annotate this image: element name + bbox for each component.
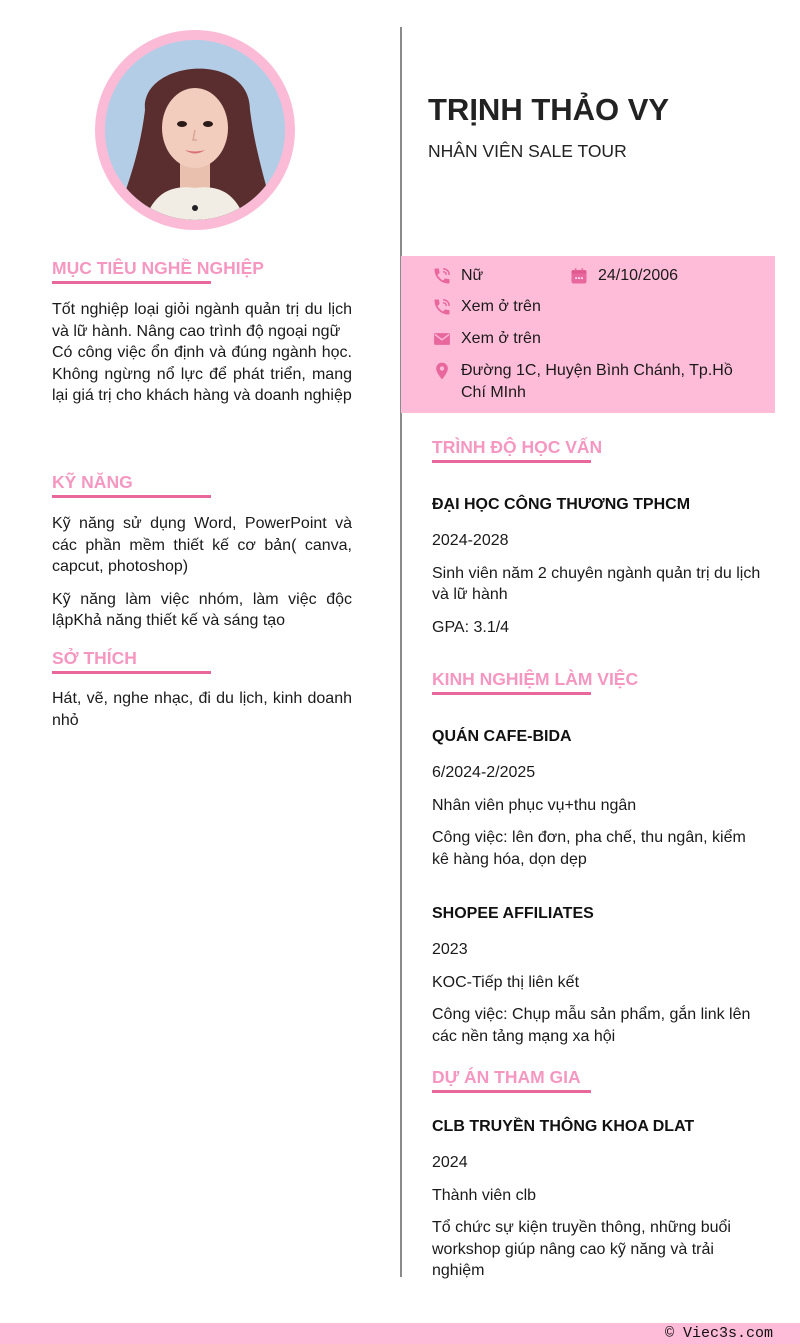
phone-icon bbox=[431, 296, 453, 318]
objective-paragraph-1: Tốt nghiệp loại giỏi ngành quản trị du lịch và lữ hành. Nâng cao trình độ ngoại ngữ bbox=[52, 301, 352, 340]
experience-company: QUÁN CAFE-BIDA bbox=[432, 728, 572, 745]
education-description: Sinh viên năm 2 chuyên ngành quản trị du lịch và lữ hành bbox=[432, 564, 761, 603]
mail-icon bbox=[431, 328, 453, 350]
birthdate-value: 24/10/2006 bbox=[598, 267, 679, 284]
footer-copyright: © Viec3s.com bbox=[664, 1325, 773, 1342]
skills-underline bbox=[52, 495, 211, 498]
projects-section bbox=[432, 1066, 762, 1282]
experience-title: KINH NGHIỆM LÀM VIỆC bbox=[432, 669, 639, 689]
email-value: Xem ở trên bbox=[461, 330, 541, 347]
phone-icon bbox=[431, 265, 453, 287]
project-description: Tổ chức sự kiện truyền thông, những buổi workshop giúp nâng cao kỹ năng và trải nghiệm bbox=[432, 1219, 731, 1279]
contact-address bbox=[431, 360, 751, 403]
project-role: Thành viên clb bbox=[432, 1186, 537, 1204]
project-name: CLB TRUYỀN THÔNG KHOA DLAT bbox=[432, 1118, 695, 1135]
experience-period: 2023 bbox=[432, 941, 468, 958]
objective-title: MỤC TIÊU NGHỀ NGHIỆP bbox=[52, 258, 264, 278]
experience-item bbox=[432, 904, 762, 1047]
hobbies-title: SỞ THÍCH bbox=[52, 648, 137, 668]
experience-period: 6/2024-2/2025 bbox=[432, 764, 536, 781]
gender-value: Nữ bbox=[461, 267, 484, 284]
contact-gender bbox=[431, 265, 483, 287]
objective-underline bbox=[52, 281, 211, 284]
hobbies-underline bbox=[52, 671, 211, 674]
contact-birthdate bbox=[568, 265, 678, 287]
contact-email bbox=[431, 328, 541, 350]
avatar bbox=[105, 40, 285, 220]
experience-item bbox=[432, 727, 762, 870]
column-divider bbox=[400, 27, 402, 1277]
experience-role: Nhân viên phục vụ+thu ngân bbox=[432, 796, 637, 814]
experience-company: SHOPEE AFFILIATES bbox=[432, 905, 594, 922]
projects-title: DỰ ÁN THAM GIA bbox=[432, 1067, 581, 1087]
hobbies-section bbox=[52, 647, 352, 731]
skill-item-2: Kỹ năng làm việc nhóm, làm việc độc lậpKhả năng thiết kế và sáng tạo bbox=[52, 590, 352, 629]
education-period: 2024-2028 bbox=[432, 532, 509, 549]
skill-item-1: Kỹ năng sử dụng Word, PowerPoint và các phần mềm thiết kế cơ bản( canva, capcut, photoshop) bbox=[52, 515, 352, 575]
objective-paragraph-2: Có công việc ổn định và đúng ngành học. Không ngừng nổ lực để phát triển, mang lại giá trị cho khách hàng và doanh nghiệp bbox=[52, 344, 352, 404]
projects-underline bbox=[432, 1090, 591, 1093]
education-section bbox=[432, 436, 762, 638]
experience-underline bbox=[432, 692, 591, 695]
experience-role: KOC-Tiếp thị liên kết bbox=[432, 973, 580, 991]
portrait-image bbox=[105, 40, 285, 220]
experience-section bbox=[432, 668, 762, 1047]
education-school: ĐẠI HỌC CÔNG THƯƠNG TPHCM bbox=[432, 496, 691, 513]
contact-box bbox=[401, 256, 775, 413]
experience-description: Công việc: lên đơn, pha chế, thu ngân, kiểm kê hàng hóa, dọn dẹp bbox=[432, 829, 746, 868]
objective-section bbox=[52, 257, 352, 407]
location-pin-icon bbox=[431, 360, 453, 382]
skills-section bbox=[52, 471, 352, 632]
hobbies-text: Hát, vẽ, nghe nhạc, đi du lịch, kinh doanh nhỏ bbox=[52, 690, 352, 729]
education-underline bbox=[432, 460, 591, 463]
education-title: TRÌNH ĐỘ HỌC VẤN bbox=[432, 437, 603, 457]
avatar-frame bbox=[95, 30, 295, 230]
experience-description: Công việc: Chụp mẫu sản phẩm, gắn link lên các nền tảng mạng xa hội bbox=[432, 1006, 751, 1045]
project-period: 2024 bbox=[432, 1154, 468, 1171]
address-value: Đường 1C, Huyện Bình Chánh, Tp.Hồ Chí MInh bbox=[461, 362, 733, 401]
calendar-icon bbox=[568, 265, 590, 287]
phone-value: Xem ở trên bbox=[461, 298, 541, 315]
candidate-name: TRỊNH THẢO VY bbox=[428, 92, 670, 127]
contact-phone bbox=[431, 296, 541, 318]
skills-title: KỸ NĂNG bbox=[52, 472, 133, 492]
candidate-position: NHÂN VIÊN SALE TOUR bbox=[428, 141, 627, 161]
education-gpa: GPA: 3.1/4 bbox=[432, 618, 510, 636]
